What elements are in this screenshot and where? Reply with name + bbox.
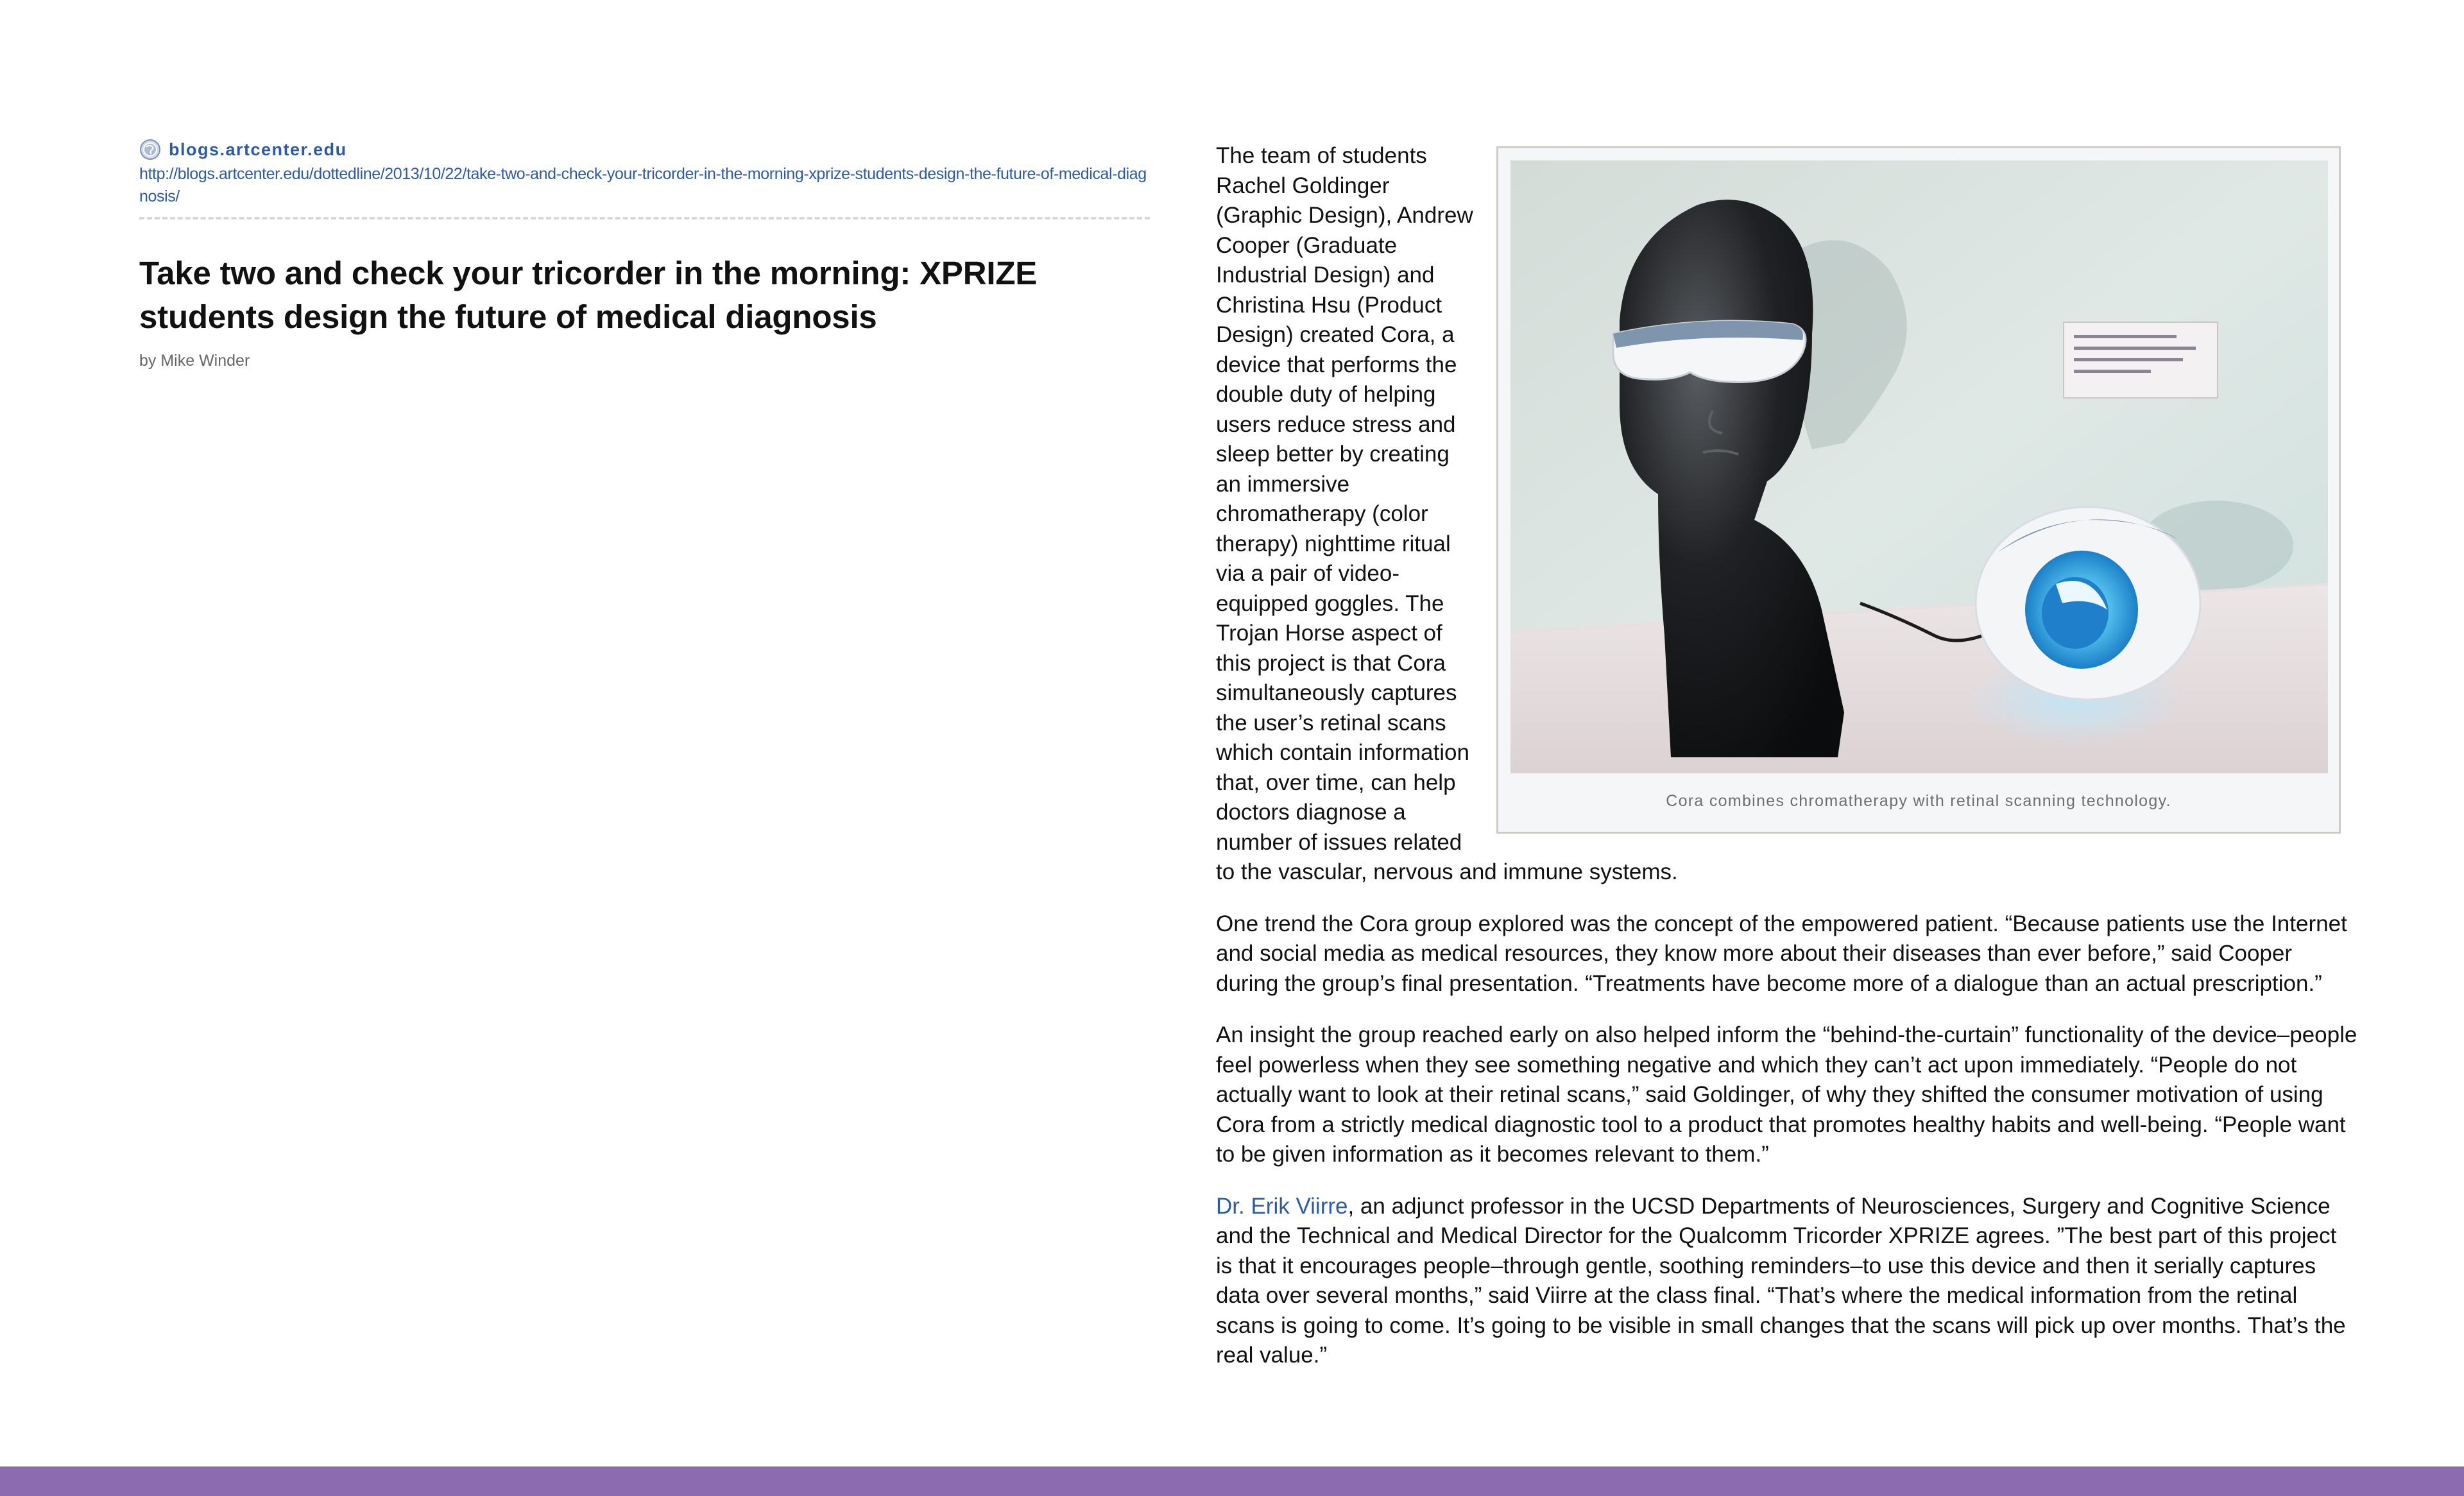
placard: [2064, 322, 2218, 398]
source-domain-link[interactable]: blogs.artcenter.edu: [169, 139, 347, 159]
article-figure: [1496, 146, 2341, 834]
paragraph: [1216, 1192, 2358, 1371]
byline: by Mike Winder: [139, 352, 250, 370]
article-header: [139, 137, 1150, 370]
article-body: [1216, 141, 2358, 1393]
cora-goggles: [1613, 321, 1806, 382]
globe-icon: [139, 139, 161, 160]
paragraph: One trend the Cora group explored was the concept of the empowered patient. “Because patients use the Internet and social media as medical resources, they know more about their diseases than ever before,” said Cooper during the group’s final presentation. “Treatments have become more of a dialogue than an actual prescription.”: [1216, 911, 2347, 996]
footer-band: [0, 1466, 2464, 1496]
source-row: [139, 137, 1150, 162]
paragraph-text: , an adjunct professor in the UCSD Departments of Neurosciences, Surgery and Cognitive Science and the Technical and Medical Director for the Qualcomm Tricorder XPRIZE agrees. ”The best part of this project is that it encourages people–through gentle, soothing reminders–to use this device and then it serially captures data over several months,” said Viirre at the class final. “That’s where the medical information from the retinal scans is going to come. It’s going to be visible in small changes that the scans will pick up over months. That’s the real value.”: [1216, 1193, 2346, 1368]
article-title: Take two and check your tricorder in the morning: XPRIZE students design the future of medical diagnosis: [139, 255, 1038, 335]
figure-caption: Cora combines chromatherapy with retinal scanning technology.: [1666, 792, 2171, 810]
cora-device-photo: [1510, 160, 2328, 773]
source-url-link[interactable]: http://blogs.artcenter.edu/dottedline/2013/10/22/take-two-and-check-your-tricorder-in-the-morning-xprize-students-design-the-future-of-medical-diagnosis/: [139, 165, 1147, 205]
cora-lamp: [1976, 507, 2200, 700]
paragraph: The team of students Rachel Goldinger (Graphic Design), Andrew Cooper (Graduate Industrial Design) and Christina Hsu (Product Design) created Cora, a device that performs the double duty of helping users reduce stress and sleep better by creating an immersive chromatherapy (color therapy) nighttime ritual via a pair of video-equipped goggles. The Trojan Horse aspect of this project is that Cora simultaneously captures the user’s retinal scans which contain information that, over time, can help doctors diagnose a number of issues related to the vascular, nervous and immune systems.: [1216, 143, 1678, 884]
erik-viirre-link[interactable]: Dr. Erik Viirre: [1216, 1193, 1348, 1219]
paragraph: An insight the group reached early on also helped inform the “behind-the-curtain” functionality of the device–people feel powerless when they see something negative and which they can’t act upon immediately. “People do not actually want to look at their retinal scans,” said Goldinger, of why they shifted the consumer motivation of using Cora from a strictly medical diagnostic tool to a product that promotes healthy habits and well-being. “People want to be given information as it becomes relevant to them.”: [1216, 1022, 2357, 1167]
divider: [139, 217, 1150, 219]
